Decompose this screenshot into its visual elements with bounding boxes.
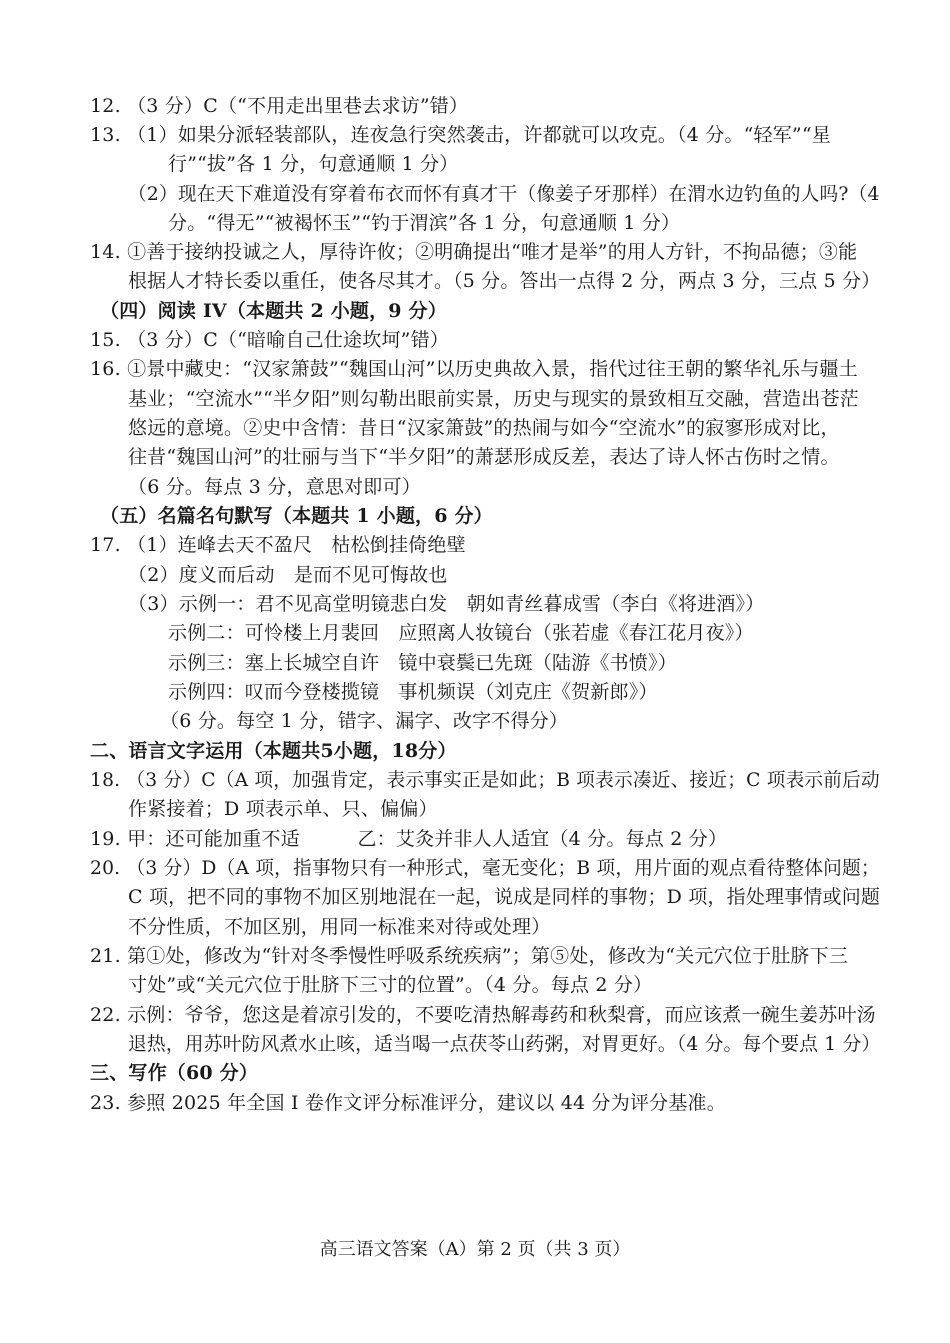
q17-score-note: （6 分。每空 1 分，错字、漏字、改字不得分）	[160, 710, 569, 732]
q16-line-4: 往昔“魏国山河”的壮丽与当下“半夕阳”的萧瑟形成反差，表达了诗人怀古伤时之情。	[128, 446, 840, 468]
q21-line-1	[90, 942, 848, 971]
q17-line-1	[90, 531, 466, 560]
q23-number: 23.	[90, 1092, 121, 1114]
q18-line-2: 作紧接着；D 项表示单、只、偏偏）	[128, 798, 438, 820]
q14-line-2: 根据人才特长委以重任，使各尽其才。（5 分。答出一点得 2 分，两点 3 分，三点 5 分）	[128, 270, 881, 292]
q17-answer-2: （2）度义而后动 是而不见可悔故也	[128, 564, 448, 586]
q16-line-5: （6 分。每点 3 分，意思对即可）	[128, 476, 421, 498]
q18-text: （3 分）C（A 项，加强肯定，表示事实正是如此；B 项表示凑近、接近；C 项表示前后动	[126, 769, 880, 791]
q13-line-4: 分。“得无”“被褐怀玉”“钓于渭滨”各 1 分，句意通顺 1 分）	[168, 212, 681, 234]
q17-number: 17.	[90, 534, 121, 556]
q16-line-3: 悠远的意境。②史中含情：昔日“汉家箫鼓”的热闹与如今“空流水”的寂寥形成对比，	[128, 417, 840, 439]
q15-line	[90, 326, 449, 355]
q19-answer: 甲：还可能加重不适 乙：艾灸并非人人适宜（4 分。每点 2 分）	[127, 828, 728, 850]
q21-text: 第①处，修改为“针对冬季慢性呼吸系统疾病”；第⑤处，修改为“关元穴位于肚脐下三	[127, 945, 849, 967]
q20-text: （3 分）D（A 项，指事物只有一种形式，毫无变化；B 项，用片面的观点看待整体问题；	[126, 857, 880, 879]
q22-number: 22.	[90, 1004, 121, 1026]
q17-answer-3: （3）示例一：君不见高堂明镜悲白发 朝如青丝暮成雪（李白《将进酒》）	[128, 593, 765, 615]
q14-text: ①善于接纳投诚之人，厚待许攸；②明确提出“唯才是举”的用人方针，不拘品德；③能	[127, 241, 858, 263]
q21-number: 21.	[90, 945, 121, 967]
q19-number: 19.	[90, 828, 121, 850]
q16-number: 16.	[90, 358, 121, 380]
q23-text: 参照 2025 年全国 I 卷作文评分标准评分，建议以 44 分为评分基准。	[127, 1092, 726, 1114]
q12-number: 12.	[90, 95, 121, 117]
q12-answer: （3 分）C（“不用走出里巷去求访”错）	[127, 95, 469, 117]
part-2-heading: 二、语言文字运用（本题共5小题，18分）	[90, 740, 457, 762]
q22-text: 示例：爷爷，您这是着凉引发的，不要吃清热解毒药和秋梨膏，而应该煮一碗生姜苏叶汤	[127, 1004, 876, 1026]
q16-line-2: 基业；“空流水”“半夕阳”则勾勒出眼前实景，历史与现实的景致相互交融，营造出苍茫	[128, 388, 859, 410]
q23-line	[90, 1089, 726, 1118]
q13-line-1	[90, 121, 831, 150]
q17-example-3: 示例三：塞上长城空自许 镜中衰鬓已先斑（陆游《书愤》）	[168, 652, 677, 674]
q21-line-2: 寸处”或“关元穴位于肚脐下三寸的位置”。（4 分。每点 2 分）	[128, 974, 653, 996]
section-5-heading: （五）名篇名句默写（本题共 1 小题，6 分）	[100, 505, 493, 527]
q13-part1-text: （1）如果分派轻装部队，连夜急行突然袭击，许都就可以攻克。（4 分。“轻军”“星	[127, 124, 831, 146]
q16-line-1	[90, 355, 858, 384]
q18-number: 18.	[90, 769, 121, 791]
q12-line	[90, 92, 468, 121]
q17-example-4: 示例四：叹而今登楼揽镜 事机频误（刘克庄《贺新郎》）	[168, 681, 658, 703]
q14-number: 14.	[90, 241, 121, 263]
page-footer: 高三语文答案（A）第 2 页（共 3 页）	[319, 1239, 631, 1260]
q22-line-2: 退热，用苏叶防风煮水止咳，适当喝一点茯苓山药粥，对胃更好。（4 分。每个要点 1 分）	[128, 1033, 881, 1055]
section-4-heading: （四）阅读 IV（本题共 2 小题，9 分）	[100, 300, 447, 322]
q14-line-1	[90, 238, 857, 267]
q20-line-3: 不分性质，不加区别，用同一标准来对待或处理）	[128, 916, 551, 938]
q20-line-2: C 项，把不同的事物不加区别地混在一起，说成是同样的事物；D 项，指处理事情或问题	[128, 886, 881, 908]
q18-line-1	[90, 766, 880, 795]
part-3-heading: 三、写作（60 分）	[90, 1062, 259, 1084]
q22-line-1	[90, 1001, 876, 1030]
q20-number: 20.	[90, 857, 121, 879]
q15-number: 15.	[90, 329, 121, 351]
q13-line-2: 行”“拔”各 1 分，句意通顺 1 分）	[168, 153, 459, 175]
q16-text: ①景中藏史：“汉家箫鼓”“魏国山河”以历史典故入景，指代过往王朝的繁华礼乐与疆土	[127, 358, 858, 380]
q20-line-1	[90, 854, 880, 883]
q15-answer: （3 分）C（“暗喻自己仕途坎坷”错）	[127, 329, 449, 351]
q19-line	[90, 825, 727, 854]
q17-answer-1: （1）连峰去天不盈尺 枯松倒挂倚绝壁	[127, 534, 466, 556]
q13-line-3: （2）现在天下难道没有穿着布衣而怀有真才干（像姜子牙那样）在渭水边钓鱼的人吗?（4	[128, 183, 880, 205]
q17-example-2: 示例二：可怜楼上月裴回 应照离人妆镜台（张若虚《春江花月夜》）	[168, 622, 754, 644]
q13-number: 13.	[90, 124, 121, 146]
